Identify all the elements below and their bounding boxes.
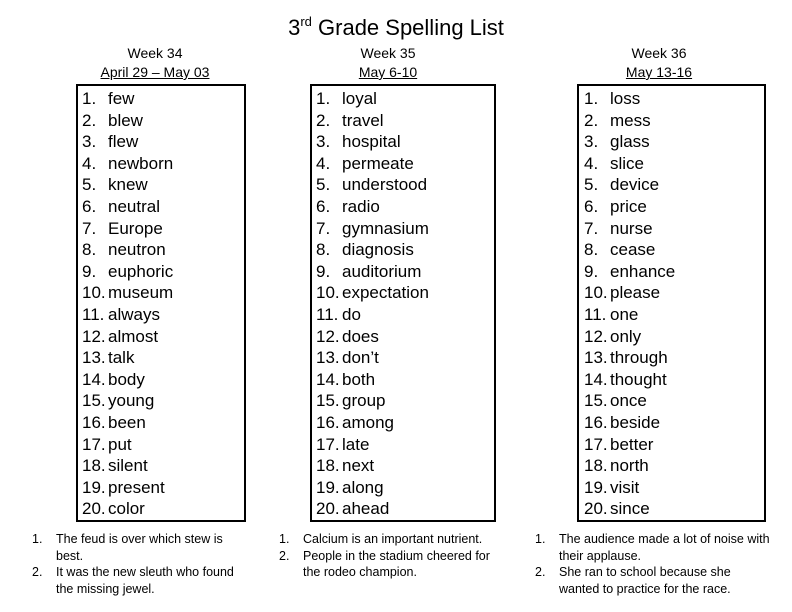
list-item bbox=[584, 196, 675, 218]
word-list-week-35 bbox=[316, 88, 429, 520]
list-item bbox=[584, 239, 675, 261]
list-item bbox=[82, 218, 173, 240]
list-item-number: 12. bbox=[316, 326, 340, 346]
list-item-number: 2. bbox=[82, 110, 97, 130]
list-item bbox=[316, 196, 429, 218]
list-item-number: 16. bbox=[584, 412, 608, 432]
list-item-number: 6. bbox=[584, 196, 599, 216]
spelling-word: auditorium bbox=[342, 261, 422, 281]
sentence-text: Calcium is an important nutrient. bbox=[303, 532, 483, 546]
list-item bbox=[82, 88, 173, 110]
spelling-word: hospital bbox=[342, 132, 401, 152]
spelling-word: only bbox=[610, 326, 642, 346]
list-item bbox=[316, 261, 429, 283]
list-item-number: 8. bbox=[82, 240, 97, 260]
week-label: Week 36 bbox=[631, 45, 687, 61]
spelling-word: enhance bbox=[610, 261, 676, 281]
title-superscript: rd bbox=[300, 14, 312, 29]
list-item bbox=[82, 110, 173, 132]
spelling-word: blew bbox=[108, 110, 143, 130]
spelling-word: neutral bbox=[108, 196, 160, 216]
list-item-number: 1. bbox=[584, 89, 599, 108]
list-item-number: 17. bbox=[316, 434, 340, 454]
list-item bbox=[316, 390, 429, 412]
spelling-word: present bbox=[108, 477, 165, 497]
list-item bbox=[82, 434, 173, 456]
word-list-week-34 bbox=[82, 88, 173, 520]
week-36-header bbox=[589, 44, 729, 82]
list-item bbox=[584, 477, 675, 499]
sentence-number: 1. bbox=[32, 532, 43, 546]
list-item bbox=[82, 326, 173, 348]
list-item-number: 19. bbox=[584, 477, 608, 497]
list-item bbox=[584, 434, 675, 456]
list-item-number: 17. bbox=[82, 434, 106, 454]
spelling-word: color bbox=[108, 499, 145, 519]
spelling-word: flew bbox=[108, 132, 139, 152]
list-item bbox=[316, 174, 429, 196]
sentences-week-34 bbox=[32, 531, 248, 597]
sentence-item bbox=[535, 531, 771, 564]
list-item-number: 18. bbox=[316, 456, 340, 476]
list-item bbox=[82, 347, 173, 369]
list-item bbox=[82, 153, 173, 175]
spelling-word: nurse bbox=[610, 218, 653, 238]
spelling-word: permeate bbox=[342, 153, 414, 173]
list-item bbox=[316, 347, 429, 369]
list-item bbox=[82, 304, 173, 326]
spelling-word: ahead bbox=[342, 499, 390, 519]
spelling-word: euphoric bbox=[108, 261, 174, 281]
list-item bbox=[82, 412, 173, 434]
spelling-word: radio bbox=[342, 196, 380, 216]
list-item bbox=[584, 326, 675, 348]
list-item bbox=[82, 239, 173, 261]
list-item bbox=[584, 174, 675, 196]
list-item bbox=[316, 455, 429, 477]
list-item bbox=[316, 282, 429, 304]
list-item-number: 8. bbox=[316, 240, 331, 260]
spelling-word: gymnasium bbox=[342, 218, 429, 238]
spelling-word: been bbox=[108, 412, 146, 432]
page-title bbox=[0, 14, 792, 42]
spelling-word: young bbox=[108, 391, 155, 411]
spelling-word: north bbox=[610, 456, 649, 476]
week-35-header bbox=[318, 44, 458, 82]
list-item bbox=[82, 131, 173, 153]
spelling-word: glass bbox=[610, 132, 650, 152]
spelling-word: Europe bbox=[108, 218, 163, 238]
spelling-word: late bbox=[342, 434, 370, 454]
spelling-word: does bbox=[342, 326, 379, 346]
spelling-word: among bbox=[342, 412, 394, 432]
spelling-word: knew bbox=[108, 175, 148, 195]
spelling-word: loyal bbox=[342, 89, 377, 108]
list-item-number: 11. bbox=[82, 304, 105, 324]
list-item-number: 18. bbox=[584, 456, 608, 476]
list-item bbox=[82, 390, 173, 412]
list-item-number: 19. bbox=[82, 477, 106, 497]
list-item-number: 3. bbox=[316, 132, 331, 152]
sentence-number: 1. bbox=[535, 532, 546, 546]
list-item-number: 4. bbox=[584, 153, 599, 173]
list-item bbox=[584, 282, 675, 304]
spelling-word: diagnosis bbox=[342, 240, 414, 260]
spelling-word: once bbox=[610, 391, 647, 411]
list-item bbox=[584, 153, 675, 175]
list-item-number: 15. bbox=[82, 391, 106, 411]
list-item bbox=[584, 369, 675, 391]
spelling-word: since bbox=[610, 499, 650, 519]
list-item bbox=[584, 455, 675, 477]
spelling-word: through bbox=[610, 348, 668, 368]
sentence-item bbox=[535, 564, 771, 597]
list-item bbox=[584, 390, 675, 412]
list-item bbox=[316, 88, 429, 110]
list-item-number: 20. bbox=[316, 499, 340, 519]
week-label: Week 34 bbox=[127, 45, 183, 61]
spelling-word: travel bbox=[342, 110, 384, 130]
list-item-number: 12. bbox=[584, 326, 608, 346]
list-item-number: 19. bbox=[316, 477, 340, 497]
spelling-word: almost bbox=[108, 326, 159, 346]
list-item bbox=[316, 326, 429, 348]
list-item-number: 20. bbox=[82, 499, 106, 519]
list-item bbox=[82, 455, 173, 477]
list-item-number: 12. bbox=[82, 326, 106, 346]
spelling-word: silent bbox=[108, 456, 148, 476]
spelling-word: better bbox=[610, 434, 654, 454]
word-list-week-36 bbox=[584, 88, 675, 520]
list-item-number: 2. bbox=[316, 110, 331, 130]
list-item-number: 13. bbox=[316, 348, 340, 368]
list-item bbox=[316, 477, 429, 499]
list-item bbox=[316, 239, 429, 261]
list-item-number: 5. bbox=[584, 175, 599, 195]
list-item-number: 5. bbox=[316, 175, 331, 195]
sentence-text: The audience made a lot of noise with their applause. bbox=[559, 532, 770, 563]
list-item bbox=[316, 110, 429, 132]
spelling-word: group bbox=[342, 391, 386, 411]
list-item-number: 1. bbox=[316, 89, 331, 108]
sentence-item bbox=[279, 548, 501, 581]
list-item-number: 9. bbox=[82, 261, 97, 281]
sentences-week-36 bbox=[535, 531, 771, 597]
spelling-word: loss bbox=[610, 89, 641, 108]
sentence-number: 2. bbox=[32, 565, 43, 579]
list-item bbox=[316, 153, 429, 175]
spelling-word: museum bbox=[108, 283, 174, 303]
spelling-word: cease bbox=[610, 240, 656, 260]
list-item-number: 11. bbox=[584, 304, 607, 324]
spelling-word: device bbox=[610, 175, 660, 195]
list-item bbox=[584, 412, 675, 434]
list-item-number: 4. bbox=[316, 153, 331, 173]
list-item bbox=[584, 347, 675, 369]
spelling-word: next bbox=[342, 456, 375, 476]
list-item-number: 9. bbox=[316, 261, 331, 281]
list-item-number: 18. bbox=[82, 456, 106, 476]
list-item-number: 17. bbox=[584, 434, 608, 454]
week-dates: May 6-10 bbox=[358, 64, 418, 80]
list-item-number: 3. bbox=[584, 132, 599, 152]
spelling-word: mess bbox=[610, 110, 651, 130]
title-prefix: 3 bbox=[288, 15, 301, 40]
list-item bbox=[316, 218, 429, 240]
spelling-word: slice bbox=[610, 153, 645, 173]
list-item-number: 7. bbox=[584, 218, 599, 238]
spelling-word: always bbox=[108, 304, 160, 324]
sentence-item bbox=[32, 531, 248, 564]
list-item-number: 3. bbox=[82, 132, 97, 152]
spelling-word: both bbox=[342, 369, 376, 389]
list-item-number: 1. bbox=[82, 89, 97, 108]
list-item-number: 11. bbox=[316, 304, 339, 324]
list-item bbox=[316, 434, 429, 456]
spelling-word: beside bbox=[610, 412, 661, 432]
list-item bbox=[82, 282, 173, 304]
list-item-number: 4. bbox=[82, 153, 97, 173]
list-item bbox=[82, 477, 173, 499]
week-dates: May 13-16 bbox=[625, 64, 693, 80]
list-item-number: 14. bbox=[82, 369, 106, 389]
list-item-number: 15. bbox=[316, 391, 340, 411]
list-item-number: 20. bbox=[584, 499, 608, 519]
list-item-number: 7. bbox=[316, 218, 331, 238]
sentence-number: 2. bbox=[279, 548, 290, 563]
spelling-word: talk bbox=[108, 348, 135, 368]
spelling-word: one bbox=[610, 304, 639, 324]
list-item bbox=[584, 131, 675, 153]
list-item bbox=[82, 369, 173, 391]
list-item bbox=[316, 369, 429, 391]
list-item-number: 6. bbox=[316, 196, 331, 216]
sentence-number: 2. bbox=[535, 565, 546, 579]
list-item bbox=[82, 196, 173, 218]
spelling-word: put bbox=[108, 434, 132, 454]
list-item bbox=[82, 174, 173, 196]
list-item bbox=[316, 412, 429, 434]
list-item-number: 6. bbox=[82, 196, 97, 216]
list-item-number: 14. bbox=[584, 369, 608, 389]
list-item bbox=[316, 304, 429, 326]
list-item bbox=[584, 498, 675, 520]
title-rest: Grade Spelling List bbox=[311, 15, 504, 40]
sentence-text: She ran to school because she wanted to practice for the race. bbox=[559, 565, 731, 596]
list-item-number: 5. bbox=[82, 175, 97, 195]
spelling-word: do bbox=[342, 304, 361, 324]
spelling-word: along bbox=[342, 477, 384, 497]
list-item-number: 10. bbox=[584, 283, 608, 303]
spelling-word: expectation bbox=[342, 283, 429, 303]
sentence-item bbox=[32, 564, 248, 597]
list-item-number: 16. bbox=[316, 412, 340, 432]
sentence-text: People in the stadium cheered for the rodeo champion. bbox=[303, 548, 490, 579]
list-item-number: 8. bbox=[584, 240, 599, 260]
sentence-number: 1. bbox=[279, 532, 290, 546]
week-dates: April 29 – May 03 bbox=[100, 64, 210, 80]
spelling-word: few bbox=[108, 89, 135, 108]
list-item-number: 10. bbox=[316, 283, 340, 303]
spelling-word: understood bbox=[342, 175, 428, 195]
list-item-number: 13. bbox=[82, 348, 106, 368]
list-item bbox=[584, 218, 675, 240]
list-item bbox=[584, 261, 675, 283]
spelling-word: newborn bbox=[108, 153, 174, 173]
week-34-header bbox=[85, 44, 225, 82]
spelling-word: thought bbox=[610, 369, 667, 389]
list-item bbox=[82, 498, 173, 520]
spelling-word: price bbox=[610, 196, 647, 216]
list-item-number: 16. bbox=[82, 412, 106, 432]
list-item bbox=[316, 498, 429, 520]
sentence-item bbox=[279, 531, 501, 548]
spelling-word: visit bbox=[610, 477, 640, 497]
list-item-number: 9. bbox=[584, 261, 599, 281]
list-item-number: 15. bbox=[584, 391, 608, 411]
list-item-number: 13. bbox=[584, 348, 608, 368]
list-item-number: 7. bbox=[82, 218, 97, 238]
list-item-number: 2. bbox=[584, 110, 599, 130]
list-item bbox=[316, 131, 429, 153]
sentence-text: The feud is over which stew is best. bbox=[56, 532, 223, 563]
sentence-text: It was the new sleuth who found the missing jewel. bbox=[56, 565, 234, 596]
list-item bbox=[584, 88, 675, 110]
list-item bbox=[82, 261, 173, 283]
list-item-number: 14. bbox=[316, 369, 340, 389]
spelling-word: body bbox=[108, 369, 145, 389]
spelling-word: don’t bbox=[342, 348, 379, 368]
list-item bbox=[584, 304, 675, 326]
spelling-word: please bbox=[610, 283, 661, 303]
sentences-week-35 bbox=[279, 531, 501, 581]
list-item-number: 10. bbox=[82, 283, 106, 303]
list-item bbox=[584, 110, 675, 132]
week-label: Week 35 bbox=[360, 45, 416, 61]
spelling-word: neutron bbox=[108, 240, 166, 260]
